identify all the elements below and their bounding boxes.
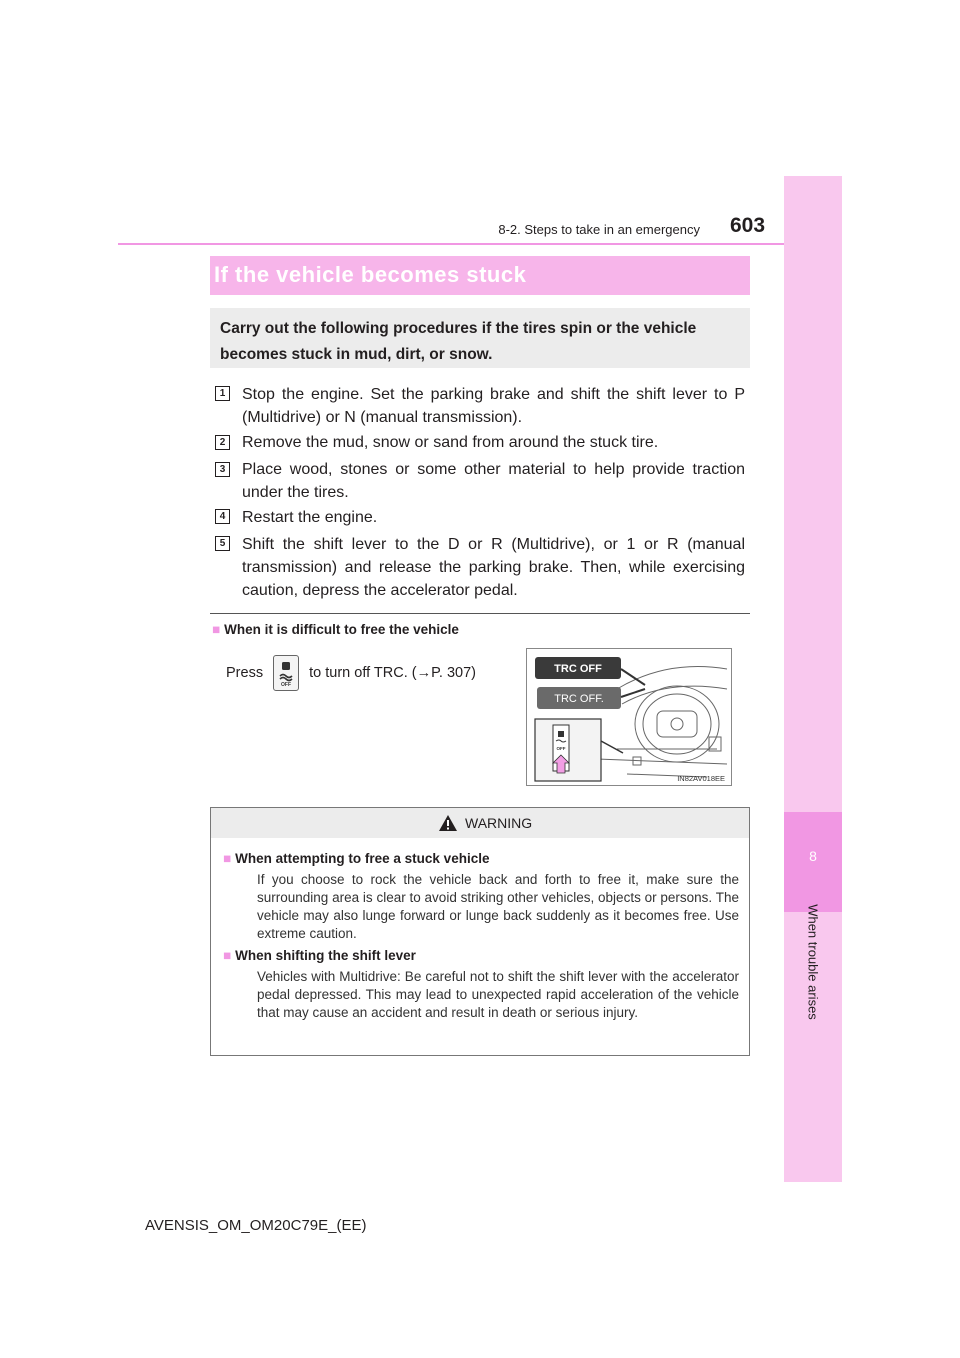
square-bullet-icon: ■ — [212, 622, 221, 637]
svg-text:TRC OFF.: TRC OFF. — [554, 693, 604, 705]
trc-off-button-icon — [273, 655, 299, 691]
callout-trc-off-2 — [537, 687, 645, 709]
divider — [210, 613, 750, 614]
dashboard-illustration — [527, 649, 731, 785]
warning-header — [211, 808, 749, 838]
chapter-number-tab — [784, 812, 842, 912]
square-bullet-icon: ■ — [223, 851, 232, 866]
callout-trc-off-1 — [535, 657, 645, 685]
step-number-box: 4 — [215, 509, 230, 524]
warning-item-body: If you choose to rock the vehicle back and forth to free it, make sure the surrounding area is clear to avoid striking other vehicles, objects or persons. The vehicle may also lunge forward or lunge back suddenly as it becomes free. Use extreme caution. — [257, 872, 739, 941]
step-number-box: 5 — [215, 536, 230, 551]
intro-text: Carry out the following procedures if the tires spin or the vehicle becomes stuck in mud, dirt, or snow. — [220, 320, 697, 363]
page-title-band — [210, 256, 750, 295]
step-number-box: 2 — [215, 435, 230, 450]
warning-item-heading: ■ When shifting the shift lever — [223, 948, 416, 963]
warning-item-body: Vehicles with Multidrive: Be careful not to shift the shift lever with the accelerator pedal depressed. This may lead to unexpected rapid acceleration of the vehicle that may cause an accident and result in death or serious injury. — [257, 969, 739, 1020]
chapter-number: 8 — [809, 848, 817, 864]
step-text: Restart the engine. — [242, 509, 378, 526]
warning-item-heading: ■ When attempting to free a stuck vehicle — [223, 851, 490, 866]
step-text: Remove the mud, snow or sand from around the stuck tire. — [242, 434, 659, 451]
section-title: 8-2. Steps to take in an emergency — [498, 222, 700, 237]
subsection-heading — [212, 622, 459, 637]
illustration-code: IN82AV018EE — [677, 774, 725, 783]
trc-off-illustration — [526, 648, 732, 786]
step-text: Stop the engine. Set the parking brake and shift the shift lever to P (Multidrive) or N (manual transmission). — [242, 386, 745, 426]
intro-box — [210, 308, 750, 368]
chapter-label-tab — [776, 904, 850, 1020]
chapter-side-tab — [784, 176, 842, 1182]
document-footer: AVENSIS_OM_OM20C79E_(EE) — [145, 1217, 367, 1234]
press-suffix: to turn off TRC. (→P. 307) — [309, 664, 476, 681]
press-instruction — [226, 655, 476, 691]
svg-text:OFF: OFF — [281, 682, 292, 688]
page-title: If the vehicle becomes stuck — [214, 262, 527, 287]
warning-box — [210, 807, 750, 1056]
step-number-box: 3 — [215, 462, 230, 477]
page-number: 603 — [730, 214, 766, 237]
switch-panel-callout — [535, 719, 623, 781]
subsection-heading-text: When it is difficult to free the vehicle — [224, 622, 459, 637]
svg-text:OFF: OFF — [556, 746, 566, 751]
chapter-label: When trouble arises — [805, 904, 821, 1020]
warning-triangle-icon — [438, 814, 458, 832]
warning-label: WARNING — [465, 815, 533, 831]
step-text: Place wood, stones or some other material to help provide traction under the tires. — [242, 461, 745, 501]
press-prefix: Press — [226, 664, 264, 681]
step-number-box: 1 — [215, 386, 230, 401]
svg-text:TRC OFF: TRC OFF — [554, 663, 602, 675]
square-bullet-icon: ■ — [223, 948, 232, 963]
step-text: Shift the shift lever to the D or R (Multidrive), or 1 or R (manual transmission) and release the parking brake. Then, while exercising caution, depress the accelerator pedal. — [242, 536, 745, 599]
header-rule — [118, 243, 784, 245]
